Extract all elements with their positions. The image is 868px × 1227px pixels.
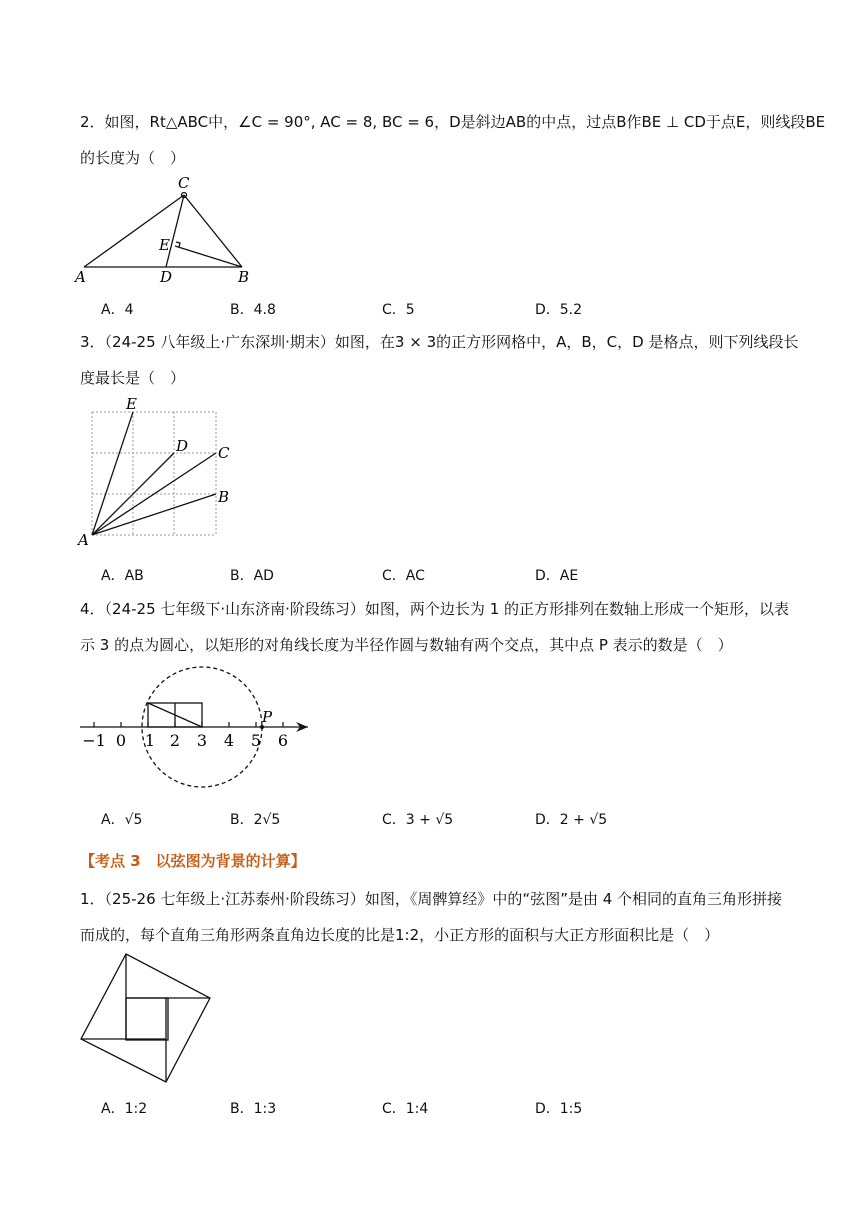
q1-stem-line2: 而成的，每个直角三角形两条直角边长度的比是1:2，小正方形的面积与大正方形面积比是（ ） — [80, 926, 720, 944]
label-B: B — [238, 268, 250, 286]
label-E: E — [126, 395, 137, 413]
label-P: P — [262, 708, 273, 726]
tick-label: 1 — [144, 731, 156, 750]
q3-option-c[interactable]: C．AC — [382, 568, 425, 584]
label-C: C — [178, 174, 190, 192]
q1-option-a[interactable]: A．1:2 — [101, 1101, 148, 1117]
q3-option-b[interactable]: B．AD — [230, 568, 274, 584]
q2-option-a[interactable]: A．4 — [101, 302, 134, 318]
q4-option-d[interactable]: D．2 + √5 — [535, 812, 608, 828]
label-D: D — [176, 437, 189, 455]
q3-option-a[interactable]: A．AB — [101, 568, 144, 584]
segment-AB — [92, 494, 216, 535]
q3-grid-figure — [74, 392, 244, 550]
q2-option-b[interactable]: B．4.8 — [230, 302, 276, 318]
tick-label: −1 — [82, 731, 106, 750]
label-C: C — [218, 444, 230, 462]
q4-option-b[interactable]: B．2√5 — [230, 812, 281, 828]
q2-stem-line2: 的长度为（ ） — [80, 149, 186, 167]
q1-option-b[interactable]: B．1:3 — [230, 1101, 277, 1117]
segment-BC — [184, 195, 242, 267]
q2-option-d[interactable]: D．5.2 — [535, 302, 583, 318]
tick-label: 2 — [169, 731, 181, 750]
segment-BE — [175, 246, 242, 267]
label-E: E — [159, 236, 170, 254]
q3-option-d[interactable]: D．AE — [535, 568, 579, 584]
small-square — [126, 998, 168, 1040]
label-B: B — [218, 488, 230, 506]
q2-option-c[interactable]: C．5 — [382, 302, 415, 318]
large-square — [81, 954, 210, 1082]
tick-label: 6 — [277, 731, 289, 750]
q4-option-c[interactable]: C．3 + √5 — [382, 812, 454, 828]
q1-zhao-shuang-figure — [74, 950, 214, 1086]
tick-label: 3 — [196, 731, 208, 750]
tick-label: 5 — [250, 731, 262, 750]
label-A: A — [78, 531, 89, 549]
q1-stem-line1: 1．（25-26 七年级上·江苏泰州·阶段练习）如图，《周髀算经》中的“弦图”是由 4 个相同的直角三角形拼接 — [80, 890, 783, 908]
q1-option-d[interactable]: D．1:5 — [535, 1101, 583, 1117]
section-heading: 【考点 3 以弦图为背景的计算】 — [80, 852, 306, 870]
label-D: D — [160, 268, 173, 286]
q4-option-a[interactable]: A．√5 — [101, 812, 143, 828]
q4-stem-line1: 4．（24-25 七年级下·山东济南·阶段练习）如图，两个边长为 1 的正方形排列在数轴上形成一个矩形，以表 — [80, 600, 790, 618]
q3-stem-line1: 3．（24-25 八年级上·广东深圳·期末）如图，在3 × 3的正方形网格中，A，B，C，D 是格点，则下列线段长 — [80, 333, 799, 351]
label-A: A — [75, 268, 86, 286]
q2-stem-line1: 2．如图，Rt△ABC中，∠C = 90°, AC = 8, BC = 6，D是斜边AB的中点，过点B作BE ⊥ CD于点E，则线段BE — [80, 113, 826, 131]
q1-option-c[interactable]: C．1:4 — [382, 1101, 429, 1117]
tick-label: 4 — [223, 731, 235, 750]
q4-number-line-figure — [74, 662, 324, 792]
segment-AE — [92, 412, 133, 535]
q2-triangle-figure — [72, 170, 272, 288]
q3-stem-line2: 度最长是（ ） — [80, 369, 186, 387]
q4-stem-line2: 示 3 的点为圆心，以矩形的对角线长度为半径作圆与数轴有两个交点，其中点 P 表示的数是（ ） — [80, 636, 733, 654]
tick-label: 0 — [115, 731, 127, 750]
